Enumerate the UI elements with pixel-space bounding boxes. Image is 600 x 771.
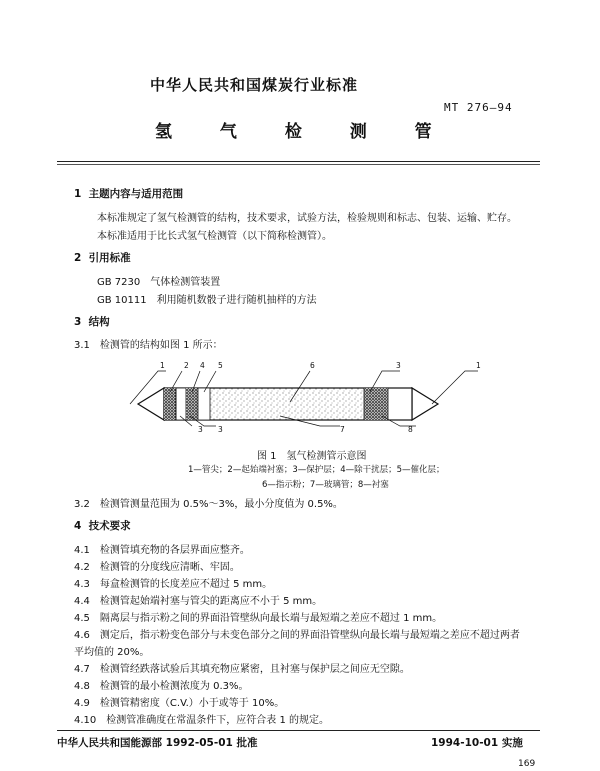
label-3-right: 3 <box>396 361 401 370</box>
clause-3-2: 3.2 检测管测量范围为 0.5%～3%，最小分度值为 0.5%。 <box>74 499 343 510</box>
page-number: 169 <box>518 759 536 769</box>
reference-item: GB 10111 利用随机数骰子进行随机抽样的方法 <box>97 295 317 306</box>
indicator-powder <box>210 388 364 420</box>
document-title: 氢 气 检 测 管 <box>155 122 453 142</box>
issuing-organization: 中华人民共和国煤炭行业标准 <box>150 76 359 94</box>
end-plug <box>376 388 388 420</box>
clause-4-3: 4.3 每盒检测管的长度差应不超过 5 mm。 <box>74 579 273 590</box>
start-plug <box>164 388 176 420</box>
catalyst-layer <box>198 388 210 420</box>
figure-legend-line-2: 6—指示粉；7—玻璃管；8—衬塞 <box>262 480 389 490</box>
clause-4-7: 4.7 检测管经跌落试验后其填充物应紧密，且衬塞与保护层之间应无空隙。 <box>74 664 410 675</box>
section-4-heading <box>74 518 131 533</box>
section-title: 结构 <box>88 316 110 328</box>
clause-3-1: 3.1 检测管的结构如图 1 所示： <box>74 340 223 351</box>
label-7: 7 <box>340 425 345 434</box>
label-3-bottom-b: 3 <box>218 425 223 434</box>
section-number: 1 <box>74 188 82 200</box>
label-1-left: 1 <box>160 361 165 370</box>
section-number: 2 <box>74 252 82 264</box>
implementation-date: 1994-10-01 实施 <box>431 737 523 749</box>
clause-4-4: 4.4 检测管起始端衬塞与管尖的距离应不小于 5 mm。 <box>74 596 323 607</box>
clause-4-2: 4.2 检测管的分度线应清晰、牢固。 <box>74 562 240 573</box>
label-6: 6 <box>310 361 315 370</box>
tube-tip-right <box>412 388 438 420</box>
clause-4-1: 4.1 检测管填充物的各层界面应整齐。 <box>74 545 250 556</box>
tube-tip-left <box>138 388 164 420</box>
standard-code: MT 276—94 <box>444 101 513 114</box>
approval-date: 中华人民共和国能源部 1992-05-01 批准 <box>57 737 258 749</box>
label-5: 5 <box>218 361 223 370</box>
paragraph: 本标准适用于比长式氢气检测管（以下简称检测管）。 <box>97 231 332 242</box>
section-1-heading <box>74 186 183 201</box>
clause-4-8: 4.8 检测管的最小检测浓度为 0.3%。 <box>74 681 249 692</box>
paragraph: 本标准规定了氢气检测管的结构，技术要求，试验方法，检验规则和标志、包装、运输、贮存。 <box>97 213 517 224</box>
section-title: 主题内容与适用范围 <box>88 188 184 200</box>
label-1-right: 1 <box>476 361 481 370</box>
reference-item: GB 7230 气体检测管装置 <box>97 277 221 288</box>
clause-4-6-continued: 平均值的 20%。 <box>74 647 150 658</box>
label-2: 2 <box>184 361 189 370</box>
clause-4-5: 4.5 隔离层与指示粉之间的界面沿管壁纵向最长端与最短端之差应不超过 1 mm。 <box>74 613 443 624</box>
label-8: 8 <box>408 425 413 434</box>
section-title: 技术要求 <box>88 520 131 532</box>
clause-4-10: 4.10 检测管准确度在常温条件下，应符合表 1 的规定。 <box>74 715 329 726</box>
section-number: 4 <box>74 520 82 532</box>
interference-removal-layer <box>186 388 198 420</box>
header-rule-thin <box>57 164 540 165</box>
section-3-heading <box>74 314 110 329</box>
label-4: 4 <box>200 361 205 370</box>
footer-rule <box>57 730 540 731</box>
figure-caption: 图 1 氢气检测管示意图 <box>257 451 367 462</box>
section-title: 引用标准 <box>88 252 131 264</box>
section-number: 3 <box>74 316 82 328</box>
detector-tube-diagram <box>120 356 485 436</box>
section-2-heading <box>74 250 131 265</box>
figure-legend-line-1: 1—管尖；2—起始端衬塞；3—保护层；4—除干扰层；5—催化层； <box>188 465 445 475</box>
clause-4-9: 4.9 检测管精密度（C.V.）小于或等于 10%。 <box>74 698 285 709</box>
protective-layer <box>176 388 186 420</box>
header-rule <box>57 161 540 162</box>
clause-4-6: 4.6 测定后，指示粉变色部分与未变色部分之间的界面沿管壁纵向最长端与最短端之差应不超过两者 <box>74 630 520 641</box>
protective-layer-end <box>364 388 376 420</box>
label-3-bottom-a: 3 <box>198 425 203 434</box>
